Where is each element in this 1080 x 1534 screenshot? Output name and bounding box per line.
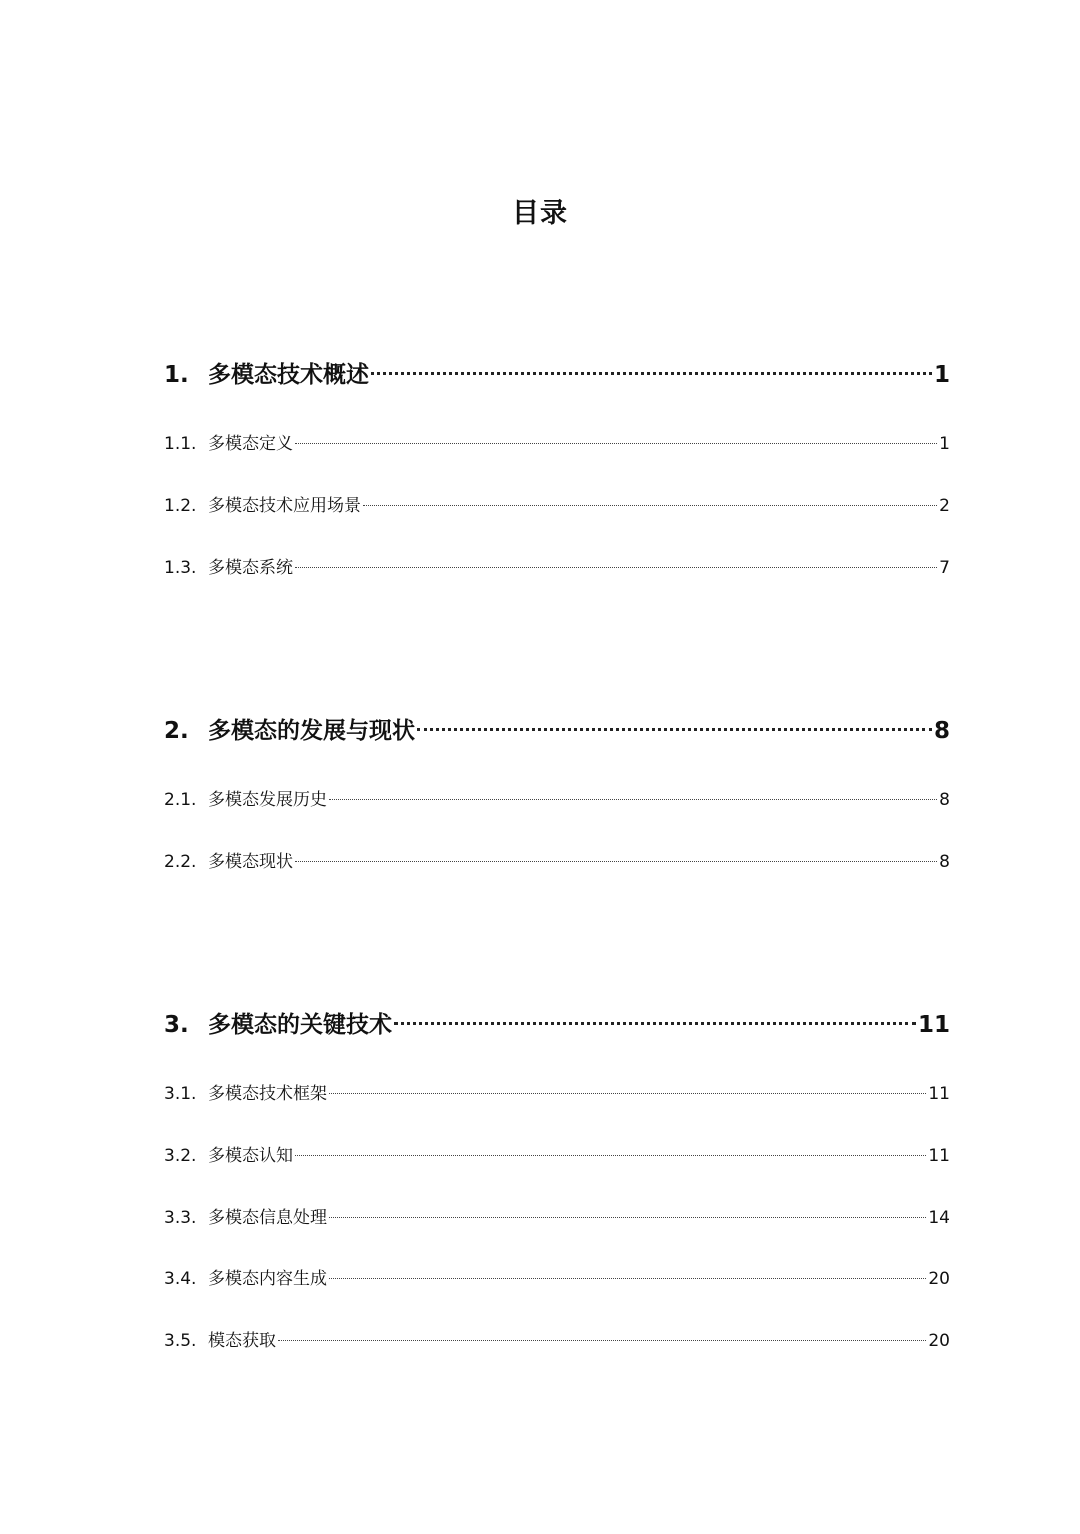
page-number: 11 xyxy=(928,1084,950,1104)
chapter-title: 多模态技术概述 xyxy=(208,362,369,388)
section-number: 3.1. xyxy=(164,1084,197,1104)
section-number: 1.2. xyxy=(164,496,197,516)
page-number: 11 xyxy=(928,1146,950,1166)
page-number: 1 xyxy=(939,434,950,454)
section-title: 多模态发展历史 xyxy=(208,790,327,810)
toc-chapter-1[interactable] xyxy=(164,360,950,390)
chapter-title: 多模态的发展与现状 xyxy=(208,718,415,744)
dot-leader xyxy=(278,1340,926,1341)
dot-leader xyxy=(295,443,937,444)
dot-leader xyxy=(329,1093,926,1094)
section-number: 2.1. xyxy=(164,790,197,810)
toc-section-1-1[interactable] xyxy=(164,432,950,456)
dot-leader xyxy=(295,1155,926,1156)
toc-section-1-3[interactable] xyxy=(164,556,950,580)
page-number: 2 xyxy=(939,496,950,516)
section-title: 多模态信息处理 xyxy=(208,1208,327,1228)
page-number: 8 xyxy=(939,790,950,810)
page-number: 20 xyxy=(928,1331,950,1351)
toc-section-3-3[interactable] xyxy=(164,1206,950,1230)
section-title: 多模态定义 xyxy=(208,434,293,454)
toc-section-3-2[interactable] xyxy=(164,1144,950,1168)
dot-leader xyxy=(363,505,937,506)
section-title: 多模态技术框架 xyxy=(208,1084,327,1104)
section-title: 多模态技术应用场景 xyxy=(208,496,361,516)
page-number: 1 xyxy=(933,362,950,388)
dot-leader xyxy=(329,1278,926,1279)
page-number: 20 xyxy=(928,1269,950,1289)
page-number: 8 xyxy=(933,718,950,744)
section-title: 多模态系统 xyxy=(208,558,293,578)
chapter-number: 3. xyxy=(164,1012,189,1038)
dot-leader xyxy=(394,1022,916,1025)
section-number: 2.2. xyxy=(164,852,197,872)
dot-leader xyxy=(329,799,937,800)
toc-section-3-5[interactable] xyxy=(164,1329,950,1353)
section-title: 模态获取 xyxy=(208,1331,276,1351)
page-number: 7 xyxy=(939,558,950,578)
toc-chapter-2[interactable] xyxy=(164,716,950,746)
chapter-number: 2. xyxy=(164,718,189,744)
section-title: 多模态现状 xyxy=(208,852,293,872)
page-number: 8 xyxy=(939,852,950,872)
toc-section-3-1[interactable] xyxy=(164,1082,950,1106)
toc-chapter-3[interactable] xyxy=(164,1010,950,1040)
dot-leader xyxy=(371,372,932,375)
section-number: 3.5. xyxy=(164,1331,197,1351)
section-number: 3.3. xyxy=(164,1208,197,1228)
toc-section-2-2[interactable] xyxy=(164,850,950,874)
page-number: 14 xyxy=(928,1208,950,1228)
dot-leader xyxy=(295,567,937,568)
page-number: 11 xyxy=(917,1012,950,1038)
section-title: 多模态内容生成 xyxy=(208,1269,327,1289)
section-number: 3.2. xyxy=(164,1146,197,1166)
chapter-title: 多模态的关键技术 xyxy=(208,1012,392,1038)
section-number: 1.3. xyxy=(164,558,197,578)
section-title: 多模态认知 xyxy=(208,1146,293,1166)
toc-section-1-2[interactable] xyxy=(164,494,950,518)
dot-leader xyxy=(295,861,937,862)
toc-title: 目录 xyxy=(512,198,568,229)
dot-leader xyxy=(329,1217,926,1218)
dot-leader xyxy=(417,728,932,731)
toc-section-3-4[interactable] xyxy=(164,1267,950,1291)
section-number: 3.4. xyxy=(164,1269,197,1289)
chapter-number: 1. xyxy=(164,362,189,388)
section-number: 1.1. xyxy=(164,434,197,454)
toc-section-2-1[interactable] xyxy=(164,788,950,812)
